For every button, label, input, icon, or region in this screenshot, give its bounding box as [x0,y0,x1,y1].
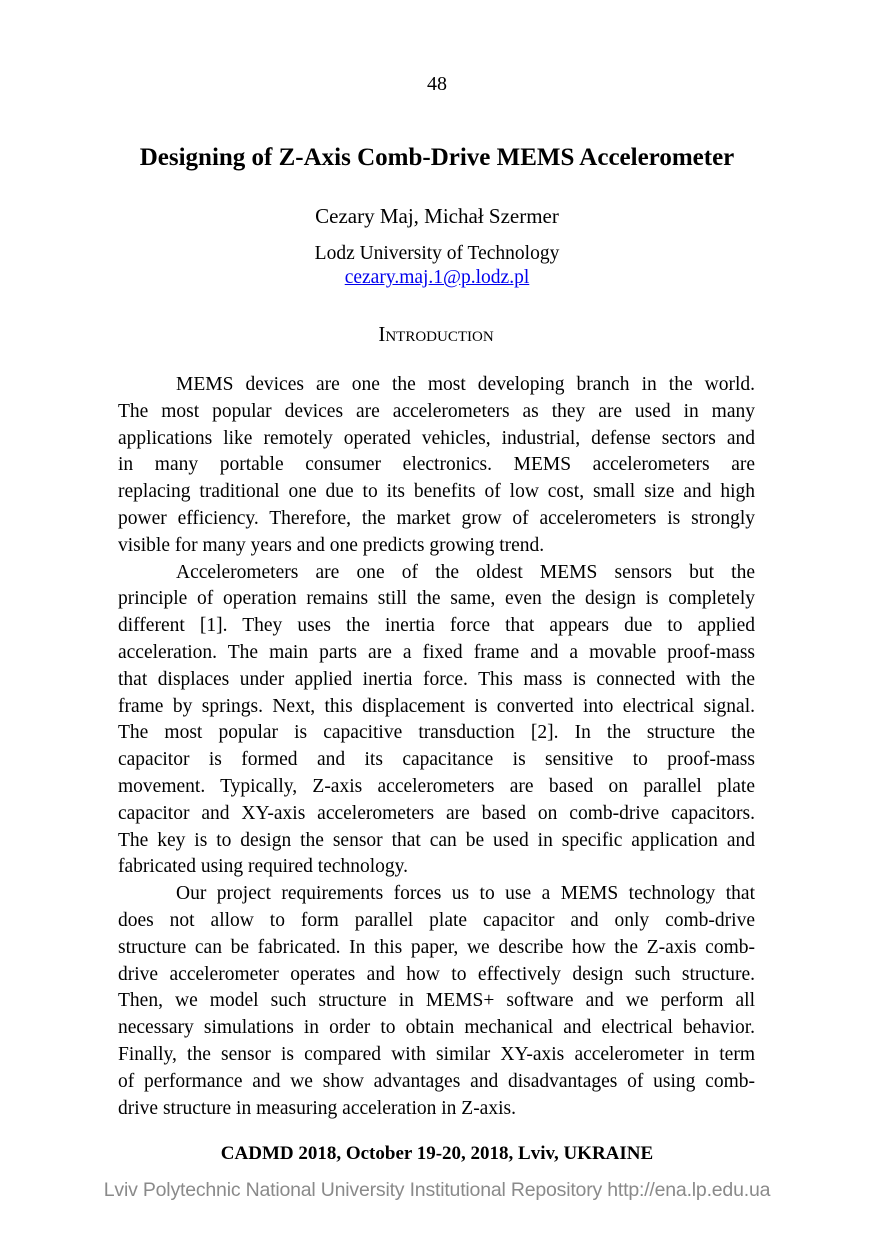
text-line: drive accelerometer operates and how to effectively design such structure. [118,963,755,985]
text-line: fabricated using required technology. [118,856,409,878]
text-line: acceleration. The main parts are a fixed frame and a movable proof-mass [118,641,755,663]
text-line: replacing traditional one due to its benefits of low cost, small size and high [118,481,755,503]
text-line: in many portable consumer electronics. MEMS accelerometers are [118,454,755,476]
text-line: principle of operation remains still the same, even the design is completely [118,588,755,610]
email-link[interactable]: cezary.maj.1@p.lodz.pl [344,267,530,288]
text-line: MEMS devices are one the most developing branch in the world. [176,374,755,395]
text-line: The key is to design the sensor that can be used in specific application and [118,829,755,851]
text-line: movement. Typically, Z-axis accelerometers are based on parallel plate [118,775,755,797]
affiliation: Lodz University of Technology [314,243,560,264]
authors: Cezary Maj, Michał Szermer [315,204,559,228]
paragraph [118,560,755,882]
conference-footer: CADMD 2018, October 19-20, 2018, Lviv, UKRAINE [220,1143,654,1164]
text-line: The most popular devices are accelerometers as they are used in many [118,400,755,422]
text-line: structure can be fabricated. In this paper, we describe how the Z-axis comb- [118,936,755,958]
text-line: power efficiency. Therefore, the market grow of accelerometers is strongly [118,507,755,529]
text-line: applications like remotely operated vehicles, industrial, defense sectors and [118,427,755,449]
text-line: necessary simulations in order to obtain mechanical and electrical behavior. [118,1017,755,1039]
repository-watermark: Lviv Polytechnic National University Institutional Repository http://ena.lp.edu.ua [103,1179,771,1201]
text-line: visible for many years and one predicts growing trend. [118,534,545,556]
text-line: Then, we model such structure in MEMS+ software and we perform all [118,990,755,1012]
paragraph [118,372,755,560]
text-line: The most popular is capacitive transduction [2]. In the structure the [118,722,755,744]
text-line: does not allow to form parallel plate capacitor and only comb-drive [118,909,755,931]
paragraph [118,881,755,1122]
text-line: frame by springs. Next, this displacement is converted into electrical signal. [118,695,755,717]
text-line: that displaces under applied inertia force. This mass is connected with the [118,668,755,690]
section-heading: Introduction [378,322,494,346]
text-line: of performance and we show advantages and disadvantages of using comb- [118,1070,755,1092]
text-line: drive structure in measuring acceleration in Z-axis. [118,1097,516,1119]
text-line: Our project requirements forces us to use a MEMS technology that [176,883,755,905]
text-line: Accelerometers are one of the oldest MEMS sensors but the [176,561,755,583]
text-line: different [1]. They uses the inertia force that appears due to applied [118,615,755,637]
email-line [0,267,874,289]
body-text [118,372,755,1122]
paper-title: Designing of Z-Axis Comb-Drive MEMS Accelerometer [139,144,735,171]
text-line: capacitor and XY-axis accelerometers are based on comb-drive capacitors. [118,802,755,824]
text-line: Finally, the sensor is compared with similar XY-axis accelerometer in term [118,1043,755,1065]
page-number: 48 [427,73,447,95]
text-line: capacitor is formed and its capacitance is sensitive to proof-mass [118,749,755,771]
